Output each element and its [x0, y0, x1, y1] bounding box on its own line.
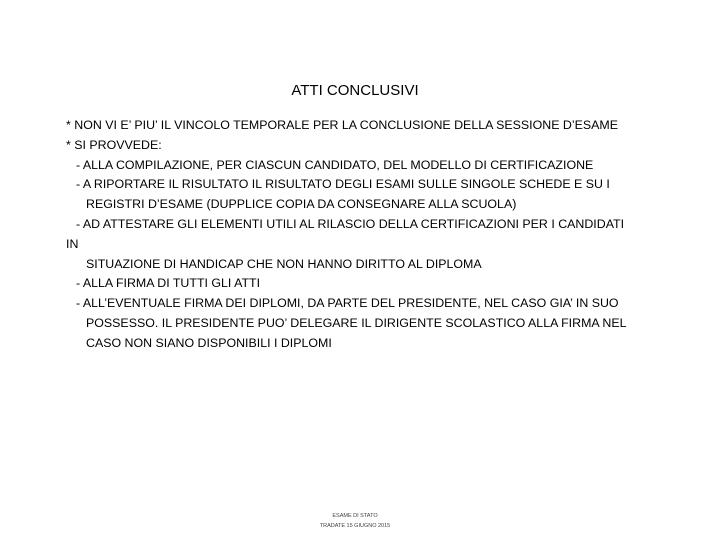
- slide-title: ATTI CONCLUSIVI: [291, 82, 419, 99]
- body-line: POSSESSO. IL PRESIDENTE PUO’ DELEGARE IL DIRIGENTE SCOLASTICO ALLA FIRMA NEL: [86, 315, 627, 330]
- body-line: * SI PROVVEDE:: [66, 137, 162, 152]
- body-line: - AD ATTESTARE GLI ELEMENTI UTILI AL RILASCIO DELLA CERTIFICAZIONI PER I CANDIDATI: [76, 216, 625, 231]
- body-line: CASO NON SIANO DISPONIBILI I DIPLOMI: [86, 335, 332, 350]
- body-line: - ALL’EVENTUALE FIRMA DEI DIPLOMI, DA PARTE DEL PRESIDENTE, NEL CASO GIA’ IN SUO: [76, 296, 619, 311]
- body-line: SITUAZIONE DI HANDICAP CHE NON HANNO DIRITTO AL DIPLOMA: [86, 256, 482, 271]
- slide-body: [66, 116, 686, 354]
- footer-line-exam: ESAME DI STATO: [332, 513, 378, 519]
- body-line: - A RIPORTARE IL RISULTATO IL RISULTATO DEGLI ESAMI SULLE SINGOLE SCHEDE E SU I: [76, 177, 610, 192]
- body-line: REGISTRI D’ESAME (DUPPLICE COPIA DA CONSEGNARE ALLA SCUOLA): [86, 197, 517, 212]
- footer-line-date: TRADATE 15 GIUGNO 2015: [319, 523, 391, 529]
- slide-footer: [0, 511, 710, 531]
- body-line: IN: [66, 236, 79, 251]
- body-line: - ALLA FIRMA DI TUTTI GLI ATTI: [76, 276, 261, 291]
- body-line: * NON VI E’ PIU’ IL VINCOLO TEMPORALE PER LA CONCLUSIONE DELLA SESSIONE D’ESAME: [66, 118, 618, 132]
- body-line: - ALLA COMPILAZIONE, PER CIASCUN CANDIDATO, DEL MODELLO DI CERTIFICAZIONE: [76, 157, 594, 172]
